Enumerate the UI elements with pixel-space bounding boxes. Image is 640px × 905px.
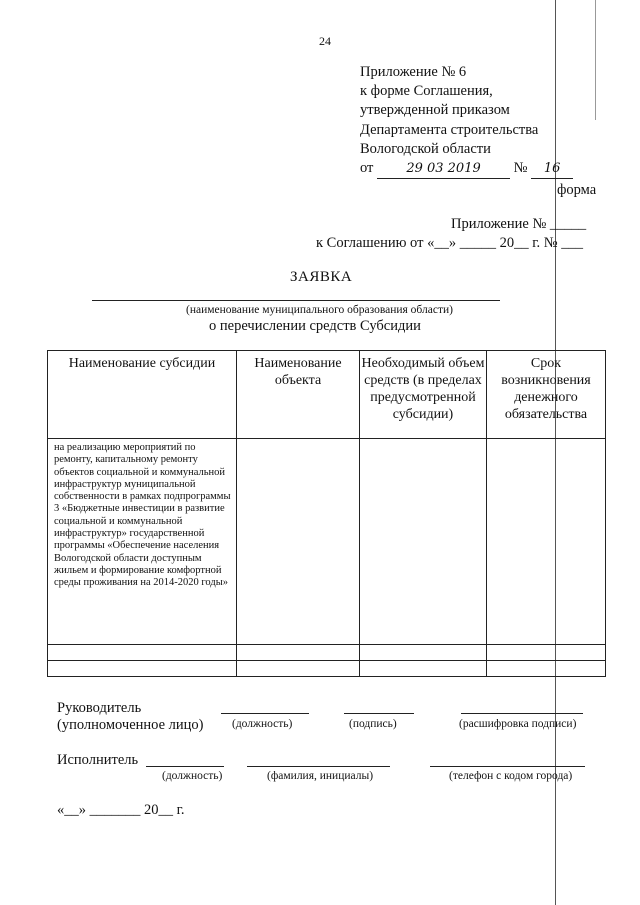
municipality-blank-line xyxy=(92,300,500,301)
from-label: от xyxy=(360,160,374,177)
name-caption: (фамилия, инициалы) xyxy=(267,770,374,782)
table-header-row xyxy=(48,351,606,439)
handwritten-number: 16 xyxy=(531,159,573,179)
decryption-caption: (расшифровка подписи) xyxy=(459,718,577,730)
position-blank xyxy=(221,713,309,714)
executor-position-caption: (должность) xyxy=(162,770,223,782)
scan-edge-line xyxy=(595,0,596,120)
object-cell xyxy=(237,439,360,645)
handwritten-date: 29 03 2019 xyxy=(377,159,510,179)
appendix-line-3: утвержденной приказом xyxy=(360,102,510,119)
number-label: № xyxy=(513,160,528,177)
term-cell xyxy=(487,439,606,645)
appendix-line-1: Приложение № 6 xyxy=(360,64,467,80)
header-obligation-term: Срок возникновения денежного обязательства xyxy=(487,351,606,439)
name-blank xyxy=(247,766,390,767)
table-row xyxy=(48,439,606,645)
date-line: «__» _______ 20__ г. xyxy=(57,802,185,818)
form-label: форма xyxy=(557,182,597,198)
header-object-name: Наименование объекта xyxy=(237,351,360,439)
appendix-block xyxy=(360,63,573,179)
appendix-line-4: Департамента строительства xyxy=(360,121,539,138)
appendix-line-5: Вологодской области xyxy=(360,140,491,157)
purpose-line: о перечислении средств Субсидии xyxy=(209,318,421,334)
signature-blank xyxy=(344,713,414,714)
page-number: 24 xyxy=(319,34,331,48)
subsidy-description-cell: на реализацию мероприятий по ремонту, капитальному ремонту объектов социальной и коммунальной инфраструктур муниципальной собственности в рамках подпрограммы 3 «Бюджетные инвестиции в развитие социальной и коммунальной инфраструктур» государственной программы «Обеспечение населения Вологодской области доступным жильем и формирование комфортной среды проживания на 2014-2020 годы» xyxy=(48,439,237,645)
agreement-line: к Соглашению от «__» _____ 20__ г. № ___ xyxy=(316,235,583,251)
header-subsidy-name: Наименование субсидии xyxy=(48,351,237,439)
authorized-person-label: (уполномоченное лицо) xyxy=(57,717,204,733)
phone-caption: (телефон с кодом города) xyxy=(449,770,573,782)
subsidy-table xyxy=(47,350,606,677)
position-caption: (должность) xyxy=(232,718,293,730)
appendix-number-line: Приложение № _____ xyxy=(451,216,587,232)
executor-position-blank xyxy=(146,766,224,767)
header-required-amount: Необходимый объем средств (в пределах предусмотренной субсидии) xyxy=(360,351,487,439)
executor-label: Исполнитель xyxy=(57,752,139,768)
table-row xyxy=(48,645,606,661)
amount-cell xyxy=(360,439,487,645)
municipality-caption: (наименование муниципального образования области) xyxy=(186,304,453,316)
head-label: Руководитель xyxy=(57,700,142,716)
signature-caption: (подпись) xyxy=(349,718,397,730)
decryption-blank xyxy=(461,713,583,714)
table-row xyxy=(48,661,606,677)
page-title: ЗАЯВКА xyxy=(290,269,353,285)
appendix-line-2: к форме Соглашения, xyxy=(360,83,493,100)
phone-blank xyxy=(430,766,585,767)
appendix-date-line xyxy=(360,159,573,179)
